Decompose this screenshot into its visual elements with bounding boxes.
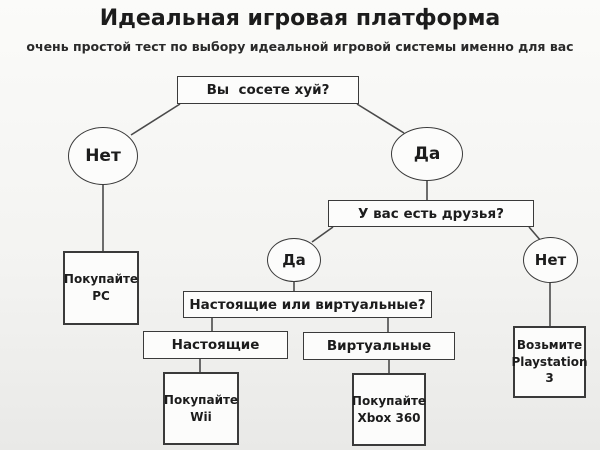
question-box-q2 [328, 200, 534, 227]
page-subtitle: очень простой тест по выбору идеальной игровой системы именно для вас [26, 39, 574, 54]
answer-no-2-label: Нет [534, 251, 567, 269]
result-box-xbox [352, 373, 426, 446]
connector-q1-to-no [131, 104, 180, 135]
answer-circle-yes-2 [267, 238, 321, 282]
result-box-ps3 [513, 326, 586, 398]
result-ps3-line1: Возьмите [516, 337, 583, 352]
result-pc-line2: PC [92, 289, 110, 303]
result-xbox-line1: Покупайте [351, 393, 427, 408]
result-wii-line2: Wii [190, 409, 212, 424]
result-box-wii [163, 372, 239, 445]
result-box-pc [63, 251, 139, 325]
answer-circle-no-1 [68, 127, 138, 185]
option-real-label: Настоящие [171, 337, 260, 353]
option-virtual-label: Виртуальные [326, 338, 432, 354]
question-q3-label: Настоящие или виртуальные? [189, 296, 426, 313]
option-box-virtual [303, 332, 455, 360]
question-box-q3 [183, 291, 432, 318]
question-q2-label: У вас есть друзья? [358, 205, 504, 222]
answer-no-1-label: Нет [85, 146, 121, 166]
result-xbox-line2: Xbox 360 [357, 410, 421, 425]
answer-yes-1-label: Да [413, 144, 441, 164]
connector-q2-to-yes [312, 227, 333, 242]
answer-yes-2-label: Да [282, 251, 306, 269]
result-wii-line1: Покупайте [163, 392, 239, 407]
option-box-real [143, 331, 288, 359]
question-box-q1 [177, 76, 359, 104]
question-q1-label: Вы сосете хуй? [206, 82, 330, 98]
page-title: Идеальная игровая платформа [99, 6, 501, 31]
result-pc-line1: Покупайте [63, 272, 139, 287]
answer-circle-no-2 [523, 237, 578, 283]
answer-circle-yes-1 [391, 127, 463, 181]
connector-q1-to-yes [357, 104, 404, 133]
result-ps3-line2: Playstation 3 [511, 354, 588, 386]
